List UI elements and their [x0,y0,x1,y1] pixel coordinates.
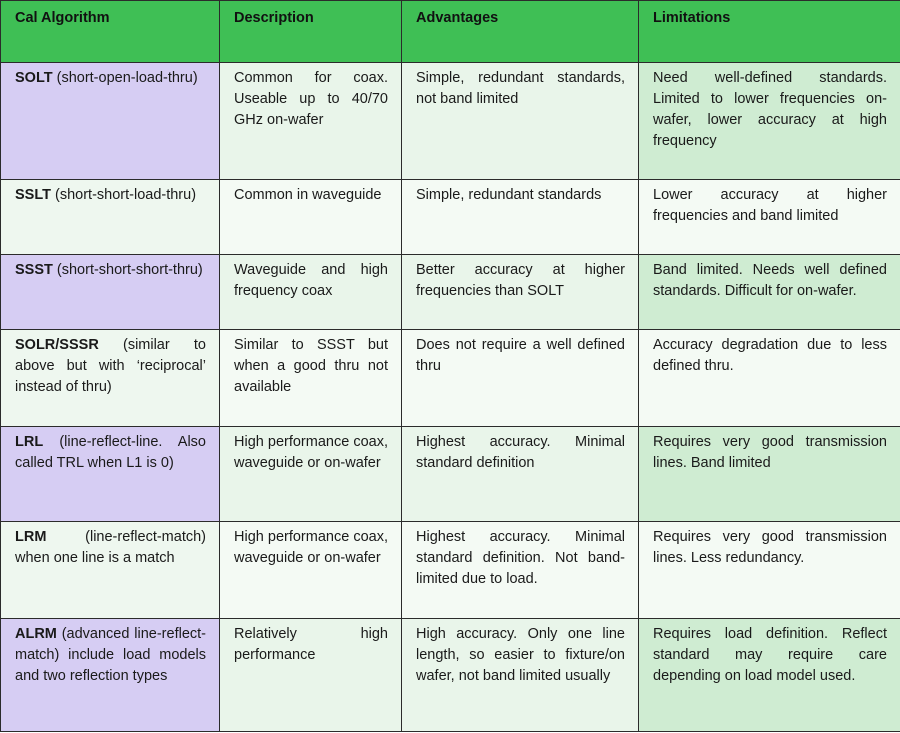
advantages-cell: Simple, redundant standards [402,180,639,255]
algorithm-name: ALRM [15,626,57,642]
description-cell: Common in waveguide [220,180,402,255]
table-row [1,255,900,330]
header-limitations: Limitations [639,1,900,63]
limitations-cell: Accuracy degradation due to less defined thru. [639,330,900,427]
algorithm-name: SSLT [15,187,51,203]
limitations-cell: Lower accuracy at higher frequencies and band limited [639,180,900,255]
algorithm-cell [1,619,220,732]
limitations-cell: Need well-defined standards. Limited to lower frequencies on-wafer, lower accuracy at high frequency [639,63,900,180]
limitations-cell: Requires very good transmission lines. Band limited [639,427,900,522]
header-description: Description [220,1,402,63]
table-row [1,522,900,619]
header-cal-algorithm: Cal Algorithm [1,1,220,63]
algorithm-detail: (line-reflect-line. Also called TRL when L1 is 0) [15,434,206,471]
header-advantages: Advantages [402,1,639,63]
description-cell: High performance coax, waveguide or on-wafer [220,427,402,522]
algorithm-detail: (similar to above but with ‘reciprocal’ instead of thru) [15,337,206,395]
algorithm-detail: (advanced line-reflect-match) include load models and two reflection types [15,626,206,684]
table-row [1,619,900,732]
advantages-cell: Simple, redundant standards, not band limited [402,63,639,180]
algorithm-name: LRL [15,434,44,450]
advantages-cell: Does not require a well defined thru [402,330,639,427]
table-row [1,63,900,180]
table-row [1,180,900,255]
limitations-cell: Requires very good transmission lines. Less redundancy. [639,522,900,619]
table-header-row [1,1,900,63]
description-cell: Waveguide and high frequency coax [220,255,402,330]
algorithm-cell [1,63,220,180]
table-row [1,427,900,522]
advantages-cell: Better accuracy at higher frequencies than SOLT [402,255,639,330]
limitations-cell: Requires load definition. Reflect standard may require care depending on load model used. [639,619,900,732]
algorithm-detail: (line-reflect-match) when one line is a match [15,529,206,566]
description-cell: Relatively high performance [220,619,402,732]
algorithm-cell [1,330,220,427]
algorithm-detail: (short-short-short-thru) [52,262,203,278]
advantages-cell: Highest accuracy. Minimal standard definition. Not band-limited due to load. [402,522,639,619]
description-cell: Common for coax. Useable up to 40/70 GHz on-wafer [220,63,402,180]
algorithm-cell [1,180,220,255]
algorithm-cell [1,255,220,330]
algorithm-detail: (short-short-load-thru) [50,187,197,203]
algorithm-cell [1,427,220,522]
algorithm-name: SOLT [15,70,53,86]
table-row [1,330,900,427]
algorithm-detail: (short-open-load-thru) [52,70,198,86]
algorithm-name: SOLR/SSSR [15,337,99,353]
advantages-cell: Highest accuracy. Minimal standard definition [402,427,639,522]
description-cell: High performance coax, waveguide or on-wafer [220,522,402,619]
limitations-cell: Band limited. Needs well defined standards. Difficult for on-wafer. [639,255,900,330]
advantages-cell: High accuracy. Only one line length, so easier to fixture/on wafer, not band limited usually [402,619,639,732]
algorithm-name: LRM [15,529,47,545]
description-cell: Similar to SSST but when a good thru not available [220,330,402,427]
algorithm-cell [1,522,220,619]
algorithm-name: SSST [15,262,53,278]
